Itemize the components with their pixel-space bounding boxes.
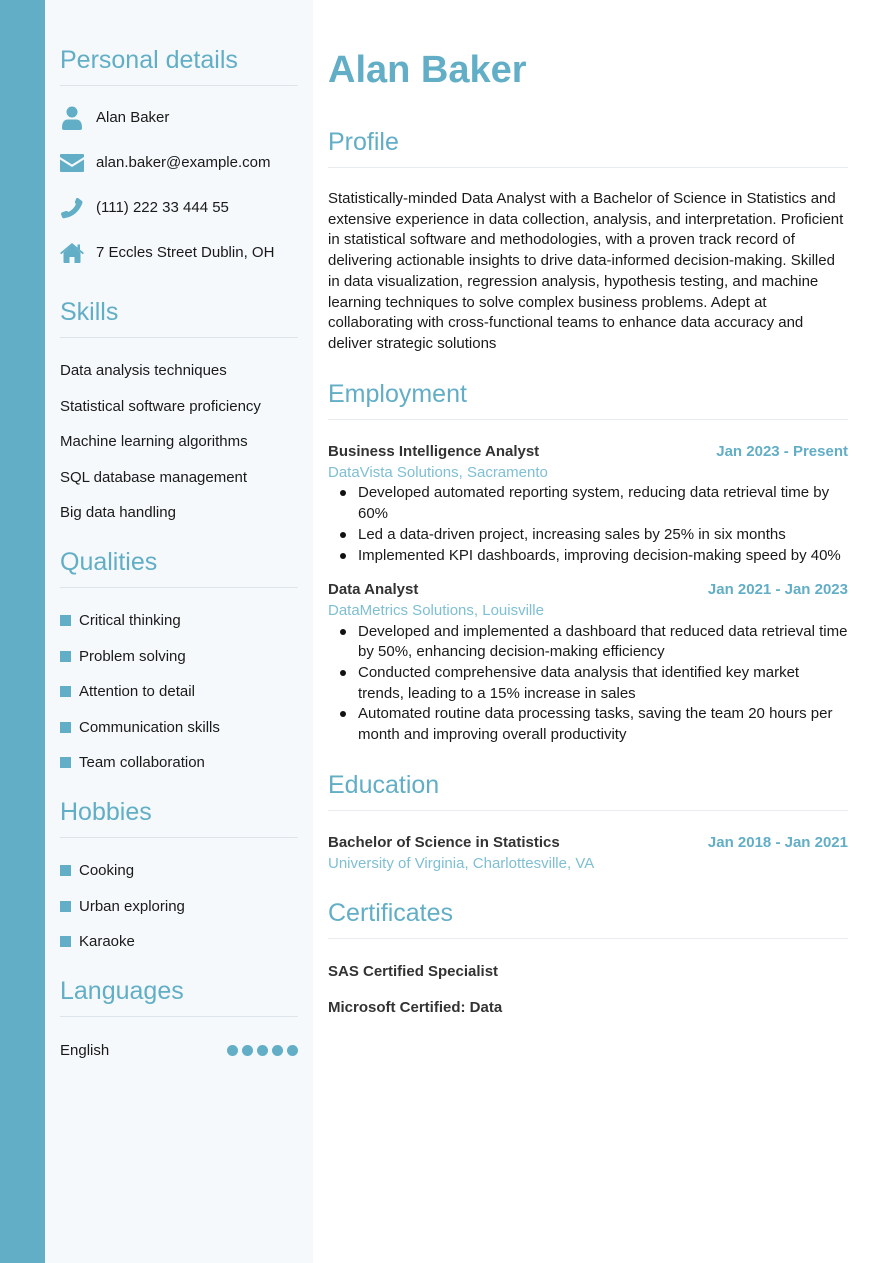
job-title: Data Analyst	[328, 581, 419, 599]
certificates-section	[328, 898, 848, 1033]
job-entry	[328, 580, 848, 746]
job-bullets	[328, 622, 848, 746]
square-bullet-icon	[60, 936, 71, 947]
level-dot-icon	[257, 1045, 268, 1056]
skill-item: Machine learning algorithms	[60, 433, 248, 450]
hobby-item	[60, 889, 298, 925]
personal-details-heading: Personal details	[60, 45, 298, 86]
certificate-item: SAS Certified Specialist	[328, 963, 499, 980]
quality-text: Team collaboration	[79, 754, 205, 772]
job-company: DataVista Solutions, Sacramento	[328, 463, 548, 481]
level-dot-icon	[242, 1045, 253, 1056]
skills-section	[60, 297, 298, 531]
user-icon	[60, 106, 84, 130]
job-company: DataMetrics Solutions, Louisville	[328, 601, 544, 619]
main-content	[313, 0, 893, 1263]
hobbies-heading: Hobbies	[60, 797, 298, 838]
detail-phone-text[interactable]: (111) 222 33 444 55	[96, 199, 229, 216]
language-item	[60, 1035, 298, 1065]
employment-section	[328, 379, 848, 746]
job-dates: Jan 2021 - Jan 2023	[707, 581, 848, 599]
quality-text: Critical thinking	[79, 612, 181, 630]
job-bullet: Conducted comprehensive data analysis that identified key market trends, leading to a 15% increase in sales	[328, 663, 848, 704]
job-bullet: Developed and implemented a dashboard that reduced data retrieval time by 50%, enhancing decision-making efficiency	[328, 622, 848, 663]
profile-section	[328, 127, 848, 355]
square-bullet-icon	[60, 865, 71, 876]
square-bullet-icon	[60, 686, 71, 697]
hobby-text: Urban exploring	[79, 897, 185, 915]
sidebar	[45, 0, 313, 1263]
detail-email-text[interactable]: alan.baker@example.com	[96, 154, 271, 171]
quality-item	[60, 745, 298, 781]
profile-heading: Profile	[328, 127, 848, 168]
level-dot-icon	[227, 1045, 238, 1056]
quality-text: Communication skills	[79, 718, 220, 736]
quality-item	[60, 674, 298, 710]
quality-item	[60, 603, 298, 639]
skill-item: Statistical software proficiency	[60, 397, 261, 415]
school-name: University of Virginia, Charlottesville, VA	[328, 854, 595, 872]
level-dot-icon	[287, 1045, 298, 1056]
education-dates: Jan 2018 - Jan 2021	[707, 834, 848, 851]
hobby-text: Cooking	[79, 862, 135, 880]
job-bullets	[328, 483, 848, 566]
qualities-heading: Qualities	[60, 547, 298, 588]
languages-section	[60, 976, 298, 1065]
hobby-item	[60, 853, 298, 889]
quality-item	[60, 710, 298, 746]
quality-item	[60, 639, 298, 675]
square-bullet-icon	[60, 722, 71, 733]
skill-item: SQL database management	[60, 468, 248, 486]
square-bullet-icon	[60, 757, 71, 768]
language-level-dots	[227, 1045, 298, 1056]
job-bullet: Automated routine data processing tasks, saving the team 20 hours per month and improving overall productivity	[328, 704, 848, 745]
job-bullet: Led a data-driven project, increasing sales by 25% in six months	[328, 525, 848, 546]
qualities-section	[60, 547, 298, 781]
hobbies-section	[60, 797, 298, 960]
job-entry	[328, 442, 848, 566]
accent-stripe	[0, 0, 45, 1263]
skills-heading: Skills	[60, 297, 298, 338]
detail-address-text: 7 Eccles Street Dublin, OH	[96, 244, 275, 261]
education-heading: Education	[328, 770, 848, 811]
candidate-name: Alan Baker	[328, 49, 527, 91]
employment-heading: Employment	[328, 379, 848, 420]
detail-email	[60, 140, 298, 185]
detail-name-text: Alan Baker	[96, 109, 170, 126]
phone-icon	[60, 196, 84, 220]
square-bullet-icon	[60, 615, 71, 626]
language-name: English	[60, 1041, 110, 1059]
hobby-item	[60, 924, 298, 960]
job-title: Business Intelligence Analyst	[328, 443, 540, 460]
job-bullet: Implemented KPI dashboards, improving decision-making speed by 40%	[328, 546, 848, 567]
job-dates: Jan 2023 - Present	[716, 443, 848, 460]
skill-item: Data analysis techniques	[60, 362, 227, 379]
personal-details-section	[60, 45, 298, 275]
square-bullet-icon	[60, 651, 71, 662]
home-icon	[60, 241, 84, 265]
education-entry	[328, 833, 848, 874]
degree-title: Bachelor of Science in Statistics	[328, 834, 560, 851]
quality-text: Problem solving	[79, 647, 186, 665]
certificates-heading: Certificates	[328, 898, 848, 939]
job-bullet: Developed automated reporting system, reducing data retrieval time by 60%	[328, 483, 848, 524]
skill-item: Big data handling	[60, 504, 176, 521]
level-dot-icon	[272, 1045, 283, 1056]
certificate-item: Microsoft Certified: Data	[328, 998, 503, 1016]
education-section	[328, 770, 848, 874]
hobby-text: Karaoke	[79, 933, 135, 951]
profile-text: Statistically-minded Data Analyst with a Bachelor of Science in Statistics and extensive experience in data collection, analysis, and interpretation. Proficient in statistical software and methodologies, with a proven track record of delivering actionable insights to drive data-informed decision-making. Skilled in data visualization, regression analysis, hypothesis testing, and machine learning techniques to solve complex business problems. Adept at collaborating with cross-functional teams to enhance data accuracy and deliver strategic solutions	[328, 190, 844, 352]
detail-address	[60, 230, 298, 275]
detail-name	[60, 95, 298, 140]
detail-phone	[60, 185, 298, 230]
quality-text: Attention to detail	[79, 683, 195, 701]
languages-heading: Languages	[60, 976, 298, 1017]
envelope-icon	[60, 151, 84, 175]
square-bullet-icon	[60, 901, 71, 912]
